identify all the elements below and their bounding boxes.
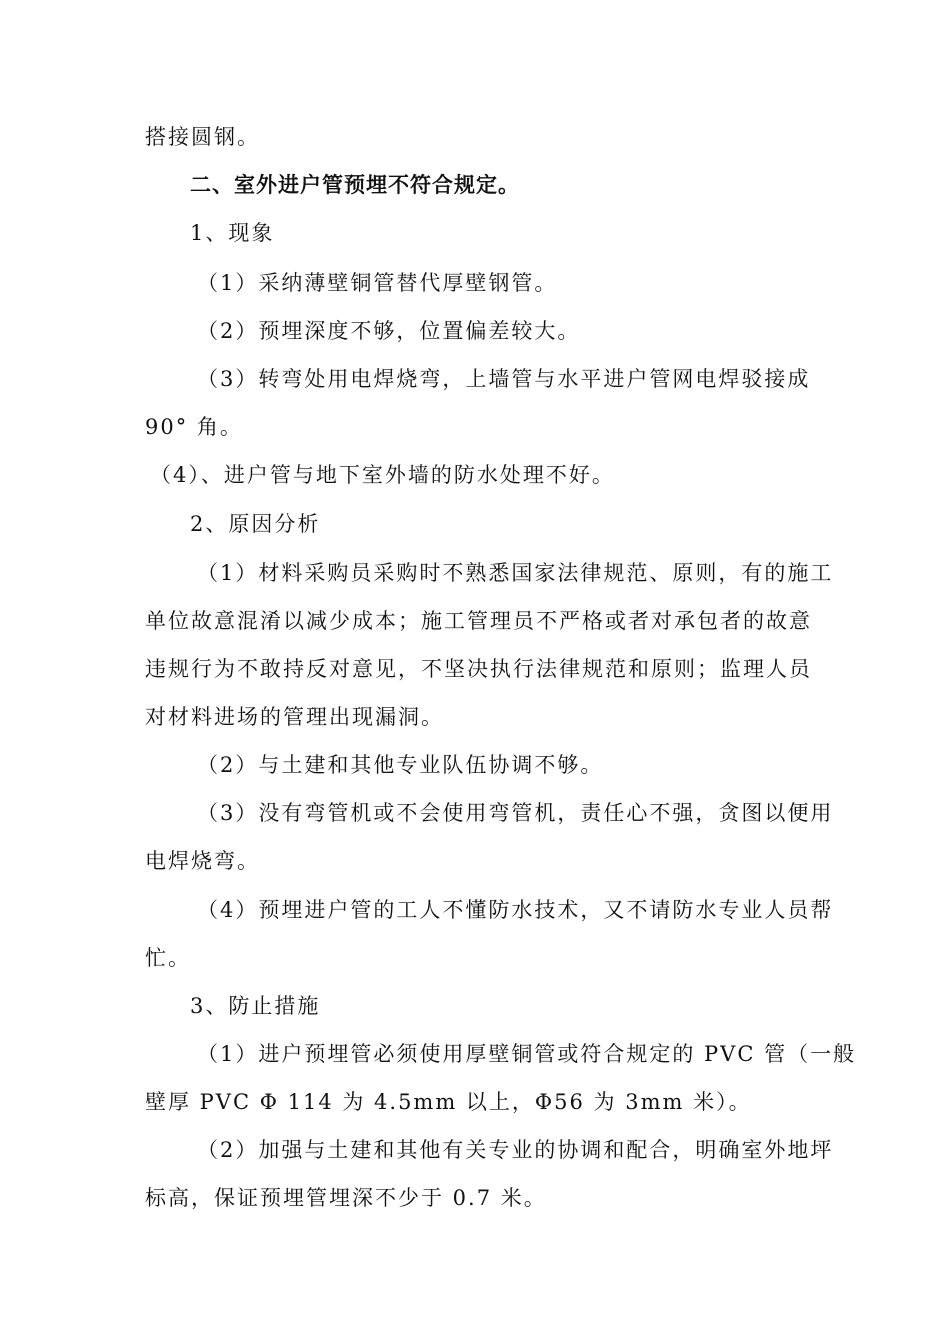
paragraph-line: 搭接圆钢。 bbox=[145, 125, 260, 149]
subsection-heading: 2、原因分析 bbox=[190, 512, 321, 536]
paragraph-line: 90° 角。 bbox=[145, 415, 243, 439]
subsection-heading: 1、现象 bbox=[190, 221, 275, 245]
paragraph-line: 对材料进场的管理出现漏洞。 bbox=[145, 705, 444, 729]
list-item: （3）转弯处用电焊烧弯，上墙管与水平进户管网电焊驳接成 bbox=[197, 367, 811, 391]
subsection-heading: 3、防止措施 bbox=[190, 994, 321, 1018]
list-item: （3）没有弯管机或不会使用弯管机，责任心不强，贪图以便用 bbox=[197, 801, 834, 825]
list-item: （1）进户预埋管必须使用厚壁铜管或符合规定的 PVC 管（一般 bbox=[197, 1042, 857, 1066]
list-item: （2）预埋深度不够，位置偏差较大。 bbox=[197, 319, 581, 343]
paragraph-line: 忙。 bbox=[145, 946, 191, 970]
paragraph-line: 壁厚 PVC Φ 114 为 4.5mm 以上，Φ56 为 3mm 米）。 bbox=[145, 1090, 752, 1114]
paragraph-line: 违规行为不敢持反对意见，不坚决执行法律规范和原则；监理人员 bbox=[145, 657, 812, 681]
list-item: （2）加强与土建和其他有关专业的协调和配合，明确室外地坪 bbox=[197, 1138, 834, 1162]
list-item: （1）采纳薄壁铜管替代厚壁钢管。 bbox=[197, 271, 558, 295]
list-item: （4）、进户管与地下室外墙的防水处理不好。 bbox=[150, 463, 615, 487]
section-heading: 二、室外进户管预埋不符合规定。 bbox=[190, 173, 520, 197]
paragraph-line: 电焊烧弯。 bbox=[145, 849, 260, 873]
list-item: （2）与土建和其他专业队伍协调不够。 bbox=[197, 753, 604, 777]
list-item: （1）材料采购员采购时不熟悉国家法律规范、原则，有的施工 bbox=[197, 561, 834, 585]
paragraph-line: 单位故意混淆以减少成本；施工管理员不严格或者对承包者的故意 bbox=[145, 609, 812, 633]
paragraph-line: 标高，保证预埋管埋深不少于 0.7 米。 bbox=[145, 1186, 547, 1210]
list-item: （4）预埋进户管的工人不懂防水技术，又不请防水专业人员帮 bbox=[197, 898, 834, 922]
